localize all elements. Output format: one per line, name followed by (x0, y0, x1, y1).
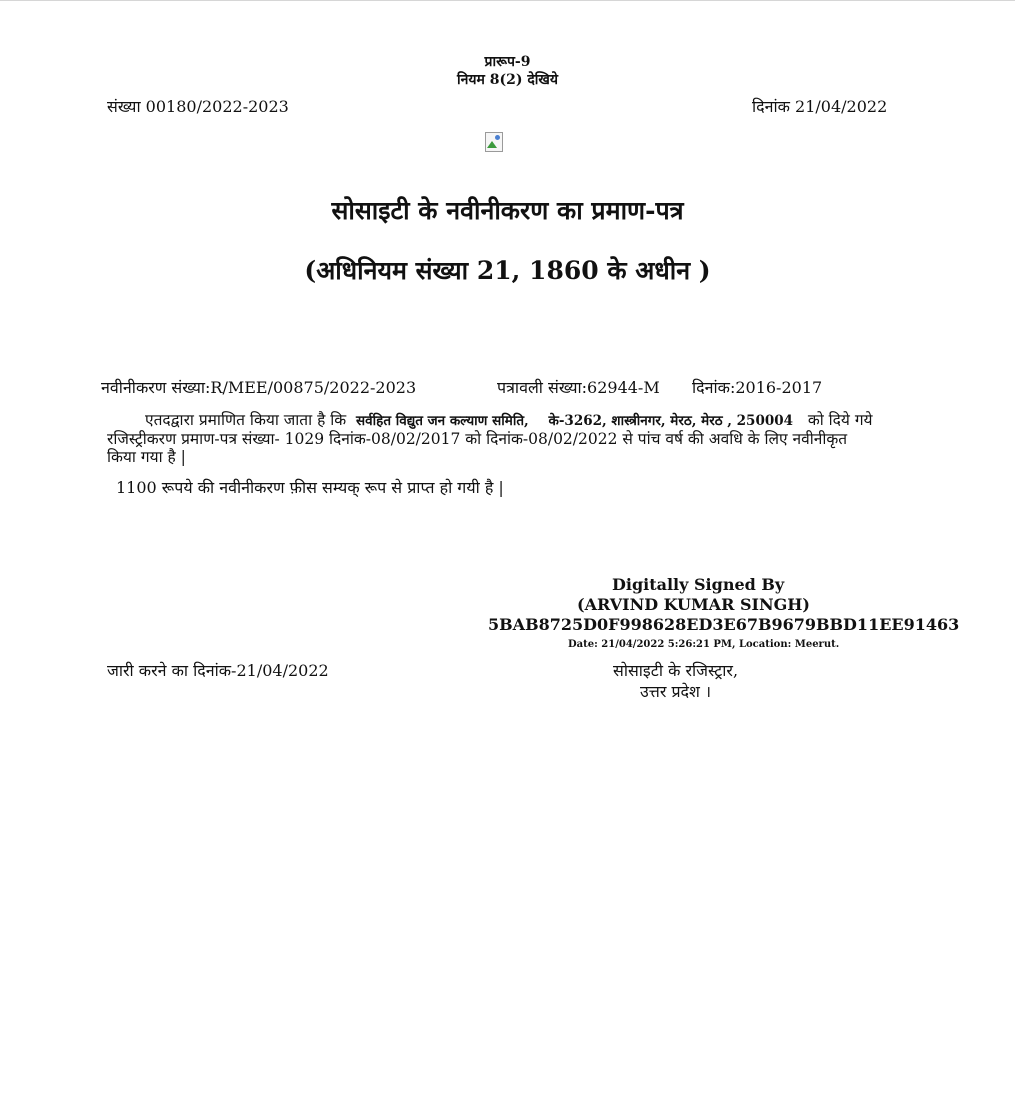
fee-statement: 1100 रूपये की नवीनीकरण फ़ीस सम्यक् रूप से प्राप्त हो गयी है | (116, 478, 504, 497)
rule-reference: नियम 8(2) देखिये (457, 72, 558, 88)
body-intro: एतदद्वारा प्रमाणित किया जाता है कि (145, 411, 347, 429)
file-number: पत्रावली संख्या:62944-M (497, 378, 660, 397)
certificate-subtitle: (अधिनियम संख्या 21, 1860 के अधीन ) (304, 256, 711, 285)
form-number: प्रारूप-9 (484, 54, 531, 70)
signed-by-label: Digitally Signed By (612, 575, 785, 594)
signer-name: (ARVIND KUMAR SINGH) (577, 595, 810, 614)
society-address: के-3262, शास्त्रीनगर, मेरठ, मेरठ , 250004 (548, 413, 794, 429)
page-top-border (0, 0, 1015, 1)
signature-meta: Date: 21/04/2022 5:26:21 PM, Location: Meerut. (568, 639, 840, 650)
broken-image-icon (485, 132, 503, 152)
society-name: सर्वहित विद्युत जन कल्याण समिति, (356, 413, 529, 429)
body-continuation: को दिये गये रजिस्ट्रीकरण प्रमाण-पत्र संख्या- 1029 दिनांक-08/02/2017 को दिनांक-08/02/2022 से पांच वर्ष की अवधि के लिए नवीनीकृत किया गया है | (107, 411, 873, 466)
registrar-state: उत्तर प्रदेश । (640, 682, 712, 701)
registrar-title: सोसाइटी के रजिस्ट्रार, (613, 661, 739, 680)
renewal-number: नवीनीकरण संख्या:R/MEE/00875/2022-2023 (101, 378, 417, 397)
certificate-title: सोसाइटी के नवीनीकरण का प्रमाण-पत्र (331, 196, 684, 225)
reference-number: संख्या 00180/2022-2023 (107, 97, 289, 116)
issue-date: जारी करने का दिनांक-21/04/2022 (107, 661, 329, 680)
header-date: दिनांक 21/04/2022 (752, 97, 888, 116)
file-date: दिनांक:2016-2017 (692, 378, 823, 397)
certificate-body (107, 411, 879, 466)
signature-hash: 5BAB8725D0F998628ED3E67B9679BBD11EE91463 (488, 615, 960, 634)
